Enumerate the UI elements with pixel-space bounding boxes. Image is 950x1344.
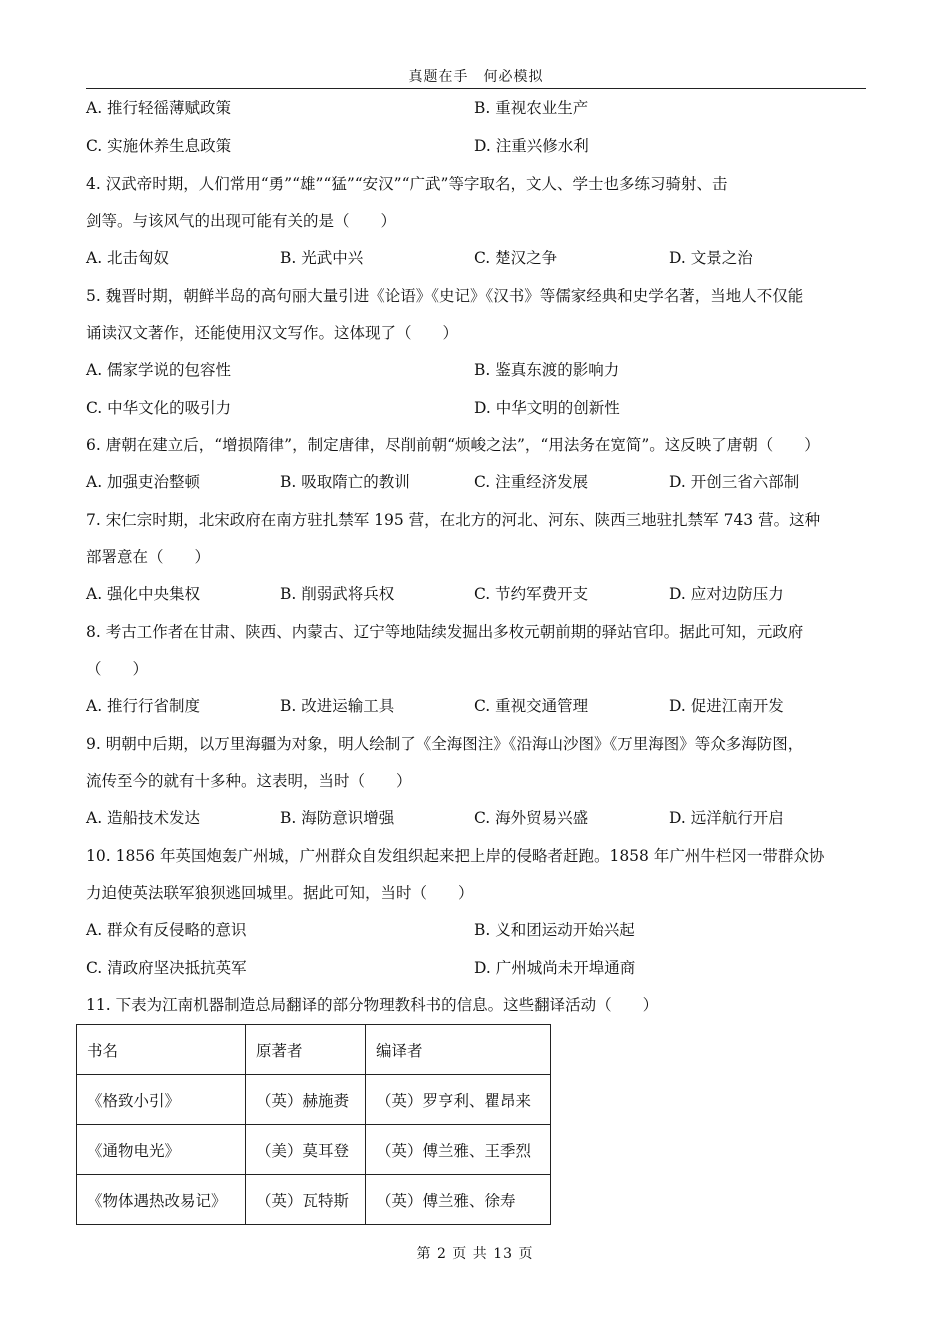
table-cell: （英）傅兰雅、徐寿 [366, 1175, 551, 1225]
table-cell: 《物体遇热改易记》 [77, 1175, 246, 1225]
table-cell: 《通物电光》 [77, 1125, 246, 1175]
q4-stem-line2: 剑等。与该风气的出现可能有关的是（ ） [86, 212, 397, 230]
table-header-cell: 原著者 [246, 1025, 366, 1075]
q6-option-b: B. 吸取隋亡的教训 [280, 473, 410, 491]
q10-option-a: A. 群众有反侵略的意识 [86, 921, 247, 939]
q5-option-a: A. 儒家学说的包容性 [86, 361, 232, 379]
q9-option-c: C. 海外贸易兴盛 [474, 809, 589, 827]
q7-option-a: A. 强化中央集权 [86, 585, 201, 603]
q5-option-d: D. 中华文明的创新性 [474, 399, 620, 417]
q9-option-a: A. 造船技术发达 [86, 809, 201, 827]
q7-option-c: C. 节约军费开支 [474, 585, 589, 603]
q3-option-d: D. 注重兴修水利 [474, 137, 589, 155]
q8-option-d: D. 促进江南开发 [669, 697, 784, 715]
q8-option-a: A. 推行行省制度 [86, 697, 201, 715]
table-cell: （英）瓦特斯 [246, 1175, 366, 1225]
q8-option-b: B. 改进运输工具 [280, 697, 395, 715]
table-row [77, 1075, 551, 1125]
page-footer: 第 2 页 共 13 页 [416, 1246, 534, 1262]
q4-option-d: D. 文景之治 [669, 249, 753, 267]
q9-option-b: B. 海防意识增强 [280, 809, 395, 827]
q7-stem-line2: 部署意在（ ） [86, 548, 211, 566]
q10-stem-line1: 10. 1856 年英国炮轰广州城，广州群众自发组织起来把上岸的侵略者赶跑。1858 年广州牛栏冈一带群众协 [86, 847, 825, 865]
q10-option-b: B. 义和团运动开始兴起 [474, 921, 635, 939]
q9-stem-line2: 流传至今的就有十多种。这表明，当时（ ） [86, 772, 412, 790]
translation-table [76, 1024, 551, 1225]
table-row [77, 1125, 551, 1175]
header-divider [86, 88, 866, 89]
q5-stem-line2: 诵读汉文著作，还能使用汉文写作。这体现了（ ） [86, 324, 459, 342]
q5-stem-line1: 5. 魏晋时期，朝鲜半岛的高句丽大量引进《论语》《史记》《汉书》等儒家经典和史学名著，当地人不仅能 [86, 287, 804, 305]
q11-stem-line1: 11. 下表为江南机器制造总局翻译的部分物理教科书的信息。这些翻译活动（ ） [86, 996, 659, 1014]
q10-option-c: C. 清政府坚决抵抗英军 [86, 959, 247, 977]
q4-option-a: A. 北击匈奴 [86, 249, 170, 267]
q3-option-c: C. 实施休养生息政策 [86, 137, 232, 155]
table-cell: 《格致小引》 [77, 1075, 246, 1125]
q10-stem-line2: 力迫使英法联军狼狈逃回城里。据此可知，当时（ ） [86, 884, 474, 902]
q10-option-d: D. 广州城尚未开埠通商 [474, 959, 636, 977]
q7-option-d: D. 应对边防压力 [669, 585, 784, 603]
q5-option-b: B. 鉴真东渡的影响力 [474, 361, 620, 379]
q6-option-a: A. 加强吏治整顿 [86, 473, 201, 491]
q8-stem-line2: （ ） [86, 660, 149, 678]
q7-option-b: B. 削弱武将兵权 [280, 585, 395, 603]
table-cell: （英）傅兰雅、王季烈 [366, 1125, 551, 1175]
q6-stem-line1: 6. 唐朝在建立后，“增损隋律”，制定唐律，尽削前朝“烦峻之法”，“用法务在宽简”。这反映了唐朝（ ） [86, 436, 820, 454]
table-header-row [77, 1025, 551, 1075]
q6-option-d: D. 开创三省六部制 [669, 473, 800, 491]
q8-stem-line1: 8. 考古工作者在甘肃、陕西、内蒙古、辽宁等地陆续发掘出多枚元朝前期的驿站官印。据此可知，元政府 [86, 623, 804, 641]
table-cell: （英）赫施赉 [246, 1075, 366, 1125]
q9-stem-line1: 9. 明朝中后期，以万里海疆为对象，明人绘制了《全海图注》《沿海山沙图》《万里海图》等众多海防图， [86, 735, 804, 753]
q9-option-d: D. 远洋航行开启 [669, 809, 784, 827]
q3-option-a: A. 推行轻徭薄赋政策 [86, 99, 232, 117]
q3-option-b: B. 重视农业生产 [474, 99, 589, 117]
q4-stem-line1: 4. 汉武帝时期，人们常用“勇”“雄”“猛”“安汉”“广武”等字取名，文人、学士也多练习骑射、击 [86, 175, 728, 193]
q4-option-c: C. 楚汉之争 [474, 249, 558, 267]
q8-option-c: C. 重视交通管理 [474, 697, 589, 715]
q4-option-b: B. 光武中兴 [280, 249, 364, 267]
q6-option-c: C. 注重经济发展 [474, 473, 589, 491]
q5-option-c: C. 中华文化的吸引力 [86, 399, 232, 417]
page-header: 真题在手 何必模拟 [408, 69, 544, 85]
table-row [77, 1175, 551, 1225]
table-header-cell: 书名 [77, 1025, 246, 1075]
table-cell: （美）莫耳登 [246, 1125, 366, 1175]
q7-stem-line1: 7. 宋仁宗时期，北宋政府在南方驻扎禁军 195 营，在北方的河北、河东、陕西三地驻扎禁军 743 营。这种 [86, 511, 821, 529]
table-header-cell: 编译者 [366, 1025, 551, 1075]
table-cell: （英）罗亨利、瞿昂来 [366, 1075, 551, 1125]
